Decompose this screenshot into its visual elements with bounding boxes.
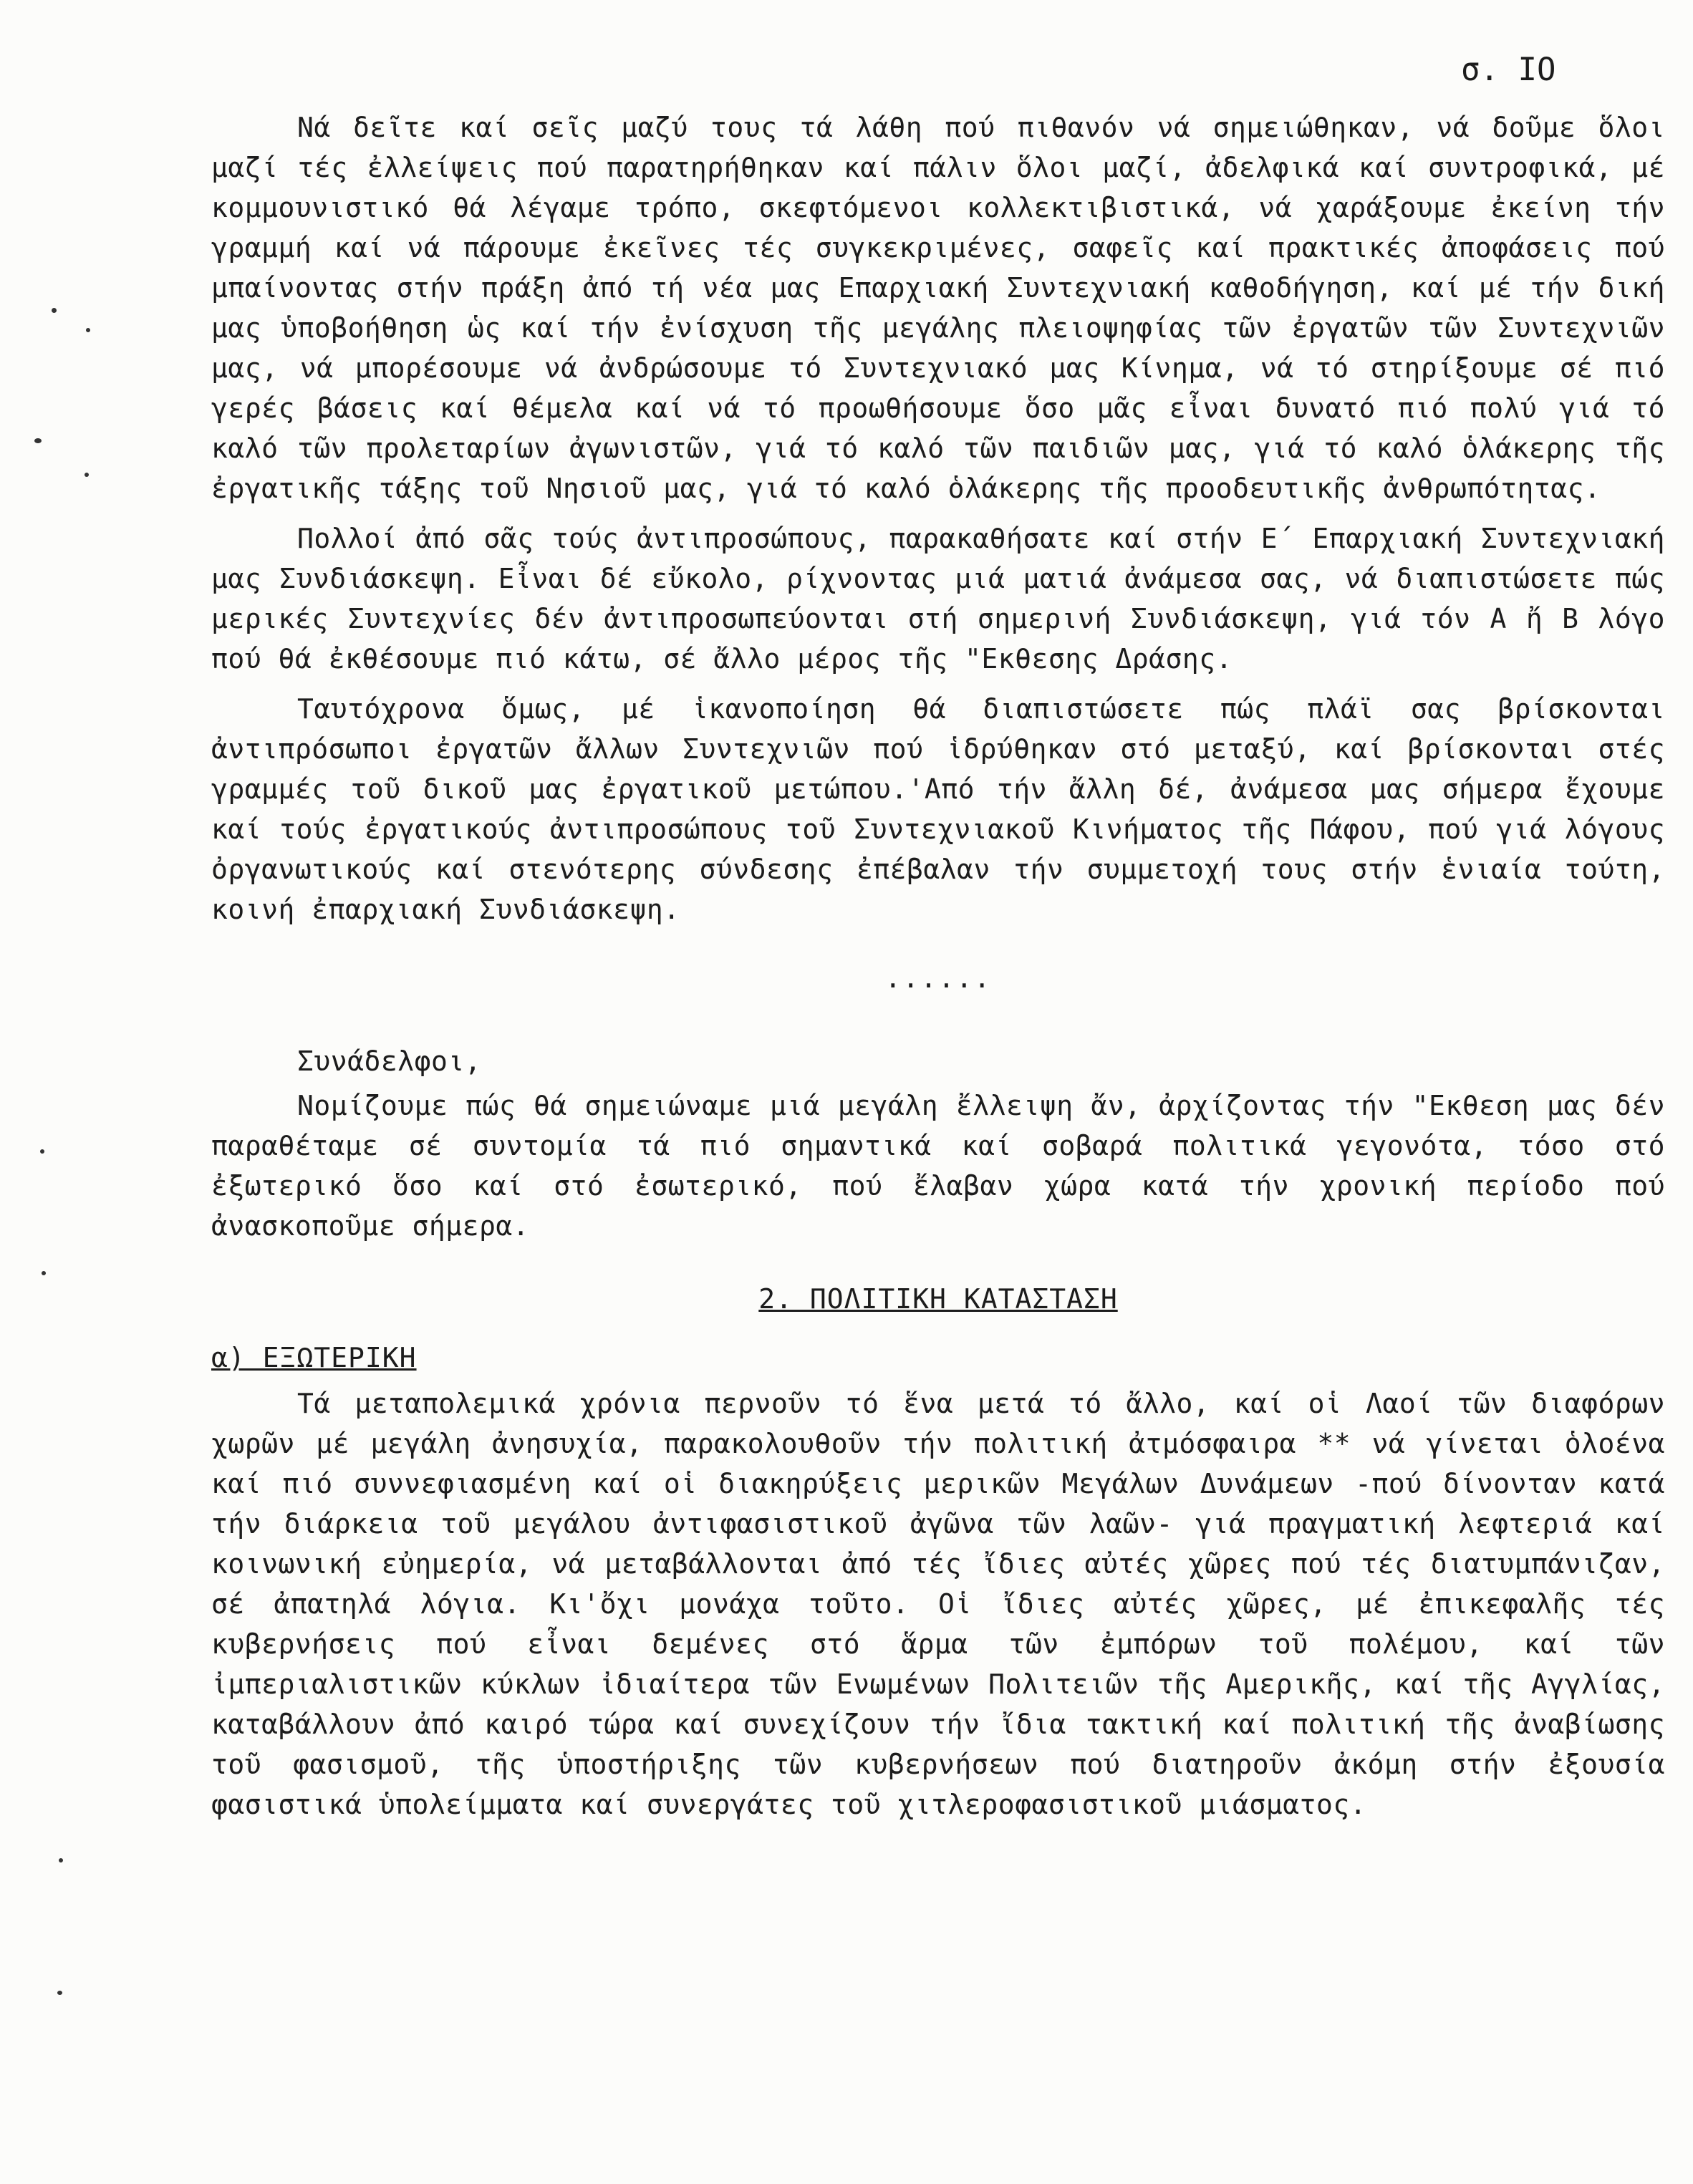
scan-speck xyxy=(86,328,90,332)
section-heading: 2. ΠΟΛΙΤΙΚΗ ΚΑΤΑΣΤΑΣΗ xyxy=(758,1283,1118,1315)
section-separator: ...... xyxy=(884,962,992,994)
scan-speck xyxy=(40,1149,44,1154)
paragraph-5: Τά μεταπολεμικά χρόνια περνοῦν τό ἕνα μετά τό ἄλλο, καί οἱ Λαοί τῶν διαφόρων χωρῶν μέ μεγάλη ἀνησυχία, παρακολουθοῦν τήν πολιτική ἀτμόσφαιρα ** νά γίνεται ὁλοένα καί πιό συννεφιασμένη καί οἱ διακηρύξεις μερικῶν Μεγάλων Δυνάμεων -πού δίνονταν κατά τήν διάρκεια τοῦ μεγάλου ἀντιφασιστικοῦ ἀγῶνα τῶν λαῶν- γιά πραγματική λεφτεριά καί κοινωνική εὐημερία, νά μεταβάλλονται ἀπό τές ἴδιες αὐτές χῶρες πού τές διατυμπάνιζαν, σέ ἀπατηλά λόγια. Κι'ὄχι μονάχα τοῦτο. Οἱ ἴδιες αὐτές χῶρες, μέ ἐπικεφαλῆς τές κυβερνήσεις πού εἶναι δεμένες στό ἅρμα τῶν ἐμπόρων τοῦ πολέμου, καί τῶν ἰμπεριαλιστικῶν κύκλων ἰδιαίτερα τῶν Ενωμένων Πολιτειῶν τῆς Αμερικῆς, καί τῆς Αγγλίας, καταβάλλουν ἀπό καιρό τώρα καί συνεχίζουν τήν ἴδια τακτική καί πολιτική τῆς ἀναβίωσης τοῦ φασισμοῦ, τῆς ὑποστήριξης τῶν κυβερνήσεων πού διατηροῦν ἀκόμη στήν ἐξουσία φασιστικά ὑπολείμματα καί συνεργάτες τοῦ χιτλεροφασιστικοῦ μιάσματος. xyxy=(211,1388,1665,1820)
document-body xyxy=(211,107,1665,1835)
subsection-heading: α) ΕΞΩΤΕΡΙΚΗ xyxy=(211,1342,417,1373)
scan-speck xyxy=(59,1858,63,1862)
scan-speck xyxy=(85,473,89,477)
page-number: σ. ΙΟ xyxy=(1461,52,1556,88)
scan-speck xyxy=(57,1991,62,1995)
scan-speck xyxy=(42,1271,46,1275)
scan-speck xyxy=(34,438,42,443)
paragraph-2: Πολλοί ἀπό σᾶς τούς ἀντιπροσώπους, παρακαθήσατε καί στήν Ε΄ Επαρχιακή Συντεχνιακή μας Συνδιάσκεψη. Εἶναι δέ εὔκολο, ρίχνοντας μιά ματιά ἀνάμεσα σας, νά διαπιστώσετε πώς μερικές Συντεχνίες δέν ἀντιπροσωπεύονται στή σημερινή Συνδιάσκεψη, γιά τόν Α ἤ Β λόγο πού θά ἐκθέσουμε πιό κάτω, σέ ἄλλο μέρος τῆς "Εκθεσης Δράσης. xyxy=(211,523,1665,675)
paragraph-3: Ταυτόχρονα ὅμως, μέ ἱκανοποίηση θά διαπιστώσετε πώς πλάϊ σας βρίσκονται ἀντιπρόσωποι ἐργατῶν ἄλλων Συντεχνιῶν πού ἱδρύθηκαν στό μεταξύ, καί βρίσκονται στές γραμμές τοῦ δικοῦ μας ἐργατικοῦ μετώπου.'Από τήν ἄλλη δέ, ἀνάμεσα μας σήμερα ἔχουμε καί τούς ἐργατικούς ἀντιπροσώπους τοῦ Συντεχνιακοῦ Κινήματος τῆς Πάφου, πού γιά λόγους ὀργανωτικούς καί στενότερης σύνδεσης ἐπέβαλαν τήν συμμετοχή τους στήν ἑνιαία τούτη, κοινή ἐπαρχιακή Συνδιάσκεψη. xyxy=(211,693,1665,925)
paragraph-4: Νομίζουμε πώς θά σημειώναμε μιά μεγάλη ἔλλειψη ἄν, ἀρχίζοντας τήν "Εκθεση μας δέν παραθέταμε σέ συντομία τά πιό σημαντικά καί σοβαρά πολιτικά γεγονότα, τόσο στό ἐξωτερικό ὅσο καί στό ἐσωτερικό, πού ἔλαβαν χώρα κατά τήν χρονική περίοδο πού ἀνασκοποῦμε σήμερα. xyxy=(211,1090,1665,1242)
paragraph-1: Νά δεῖτε καί σεῖς μαζύ τους τά λάθη πού πιθανόν νά σημειώθηκαν, νά δοῦμε ὅλοι μαζί τές ἐλλείψεις πού παρατηρήθηκαν καί πάλιν ὅλοι μαζί, ἀδελφικά καί συντροφικά, μέ κομμουνιστικό θά λέγαμε τρόπο, σκεφτόμενοι κολλεκτιβιστικά, νά χαράξουμε ἐκείνη τήν γραμμή καί νά πάρουμε ἐκεῖνες τές συγκεκριμένες, σαφεῖς καί πρακτικές ἀποφάσεις πού μπαίνοντας στήν πράξη ἀπό τή νέα μας Επαρχιακή Συντεχνιακή καθοδήγηση, καί μέ τήν δική μας ὑποβοήθηση ὡς καί τήν ἐνίσχυση τῆς μεγάλης πλειοψηφίας τῶν ἐργατῶν τῶν Συντεχνιῶν μας, νά μπορέσουμε νά ἀνδρώσουμε τό Συντεχνιακό μας Κίνημα, νά τό στηρίξουμε σέ πιό γερές βάσεις καί θέμελα καί νά τό προωθήσουμε ὅσο μᾶς εἶναι δυνατό πιό πολύ γιά τό καλό τῶν προλεταρίων ἀγωνιστῶν, γιά τό καλό τῶν παιδιῶν μας, γιά τό καλό ὁλάκερης τῆς ἐργατικῆς τάξης τοῦ Νησιοῦ μας, γιά τό καλό ὁλάκερης τῆς προοδευτικῆς ἀνθρωπότητας. xyxy=(211,112,1665,504)
salutation: Συνάδελφοι, xyxy=(297,1045,482,1077)
scan-speck xyxy=(52,308,57,313)
